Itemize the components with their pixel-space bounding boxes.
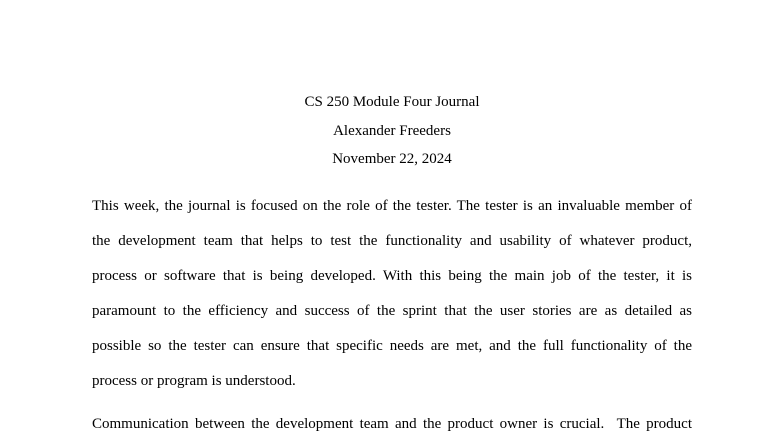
text-line: process or software that is being developed. With this being the main job of the tester, it is [92, 267, 692, 284]
text-line: the development team that helps to test the functionality and usability of whatever product, [92, 232, 692, 249]
text-line: This week, the journal is focused on the role of the tester. The tester is an invaluable member of [92, 197, 692, 214]
paragraph-1 [92, 189, 692, 399]
document-author: Alexander Freeders [333, 122, 451, 139]
document-date: November 22, 2024 [332, 151, 452, 167]
document-content [0, 88, 784, 441]
text-line: process or program is understood. [92, 372, 296, 389]
text-line: Communication between the development team and the product owner is crucial. The product [92, 415, 692, 432]
text-line: possible so the tester can ensure that specific needs are met, and the full functionality of the [92, 337, 692, 354]
document-title: CS 250 Module Four Journal [304, 94, 480, 110]
paragraph-2 [92, 407, 692, 441]
document-header [92, 88, 692, 174]
text-line: paramount to the efficiency and success of the sprint that the user stories are as detailed as [92, 302, 692, 319]
